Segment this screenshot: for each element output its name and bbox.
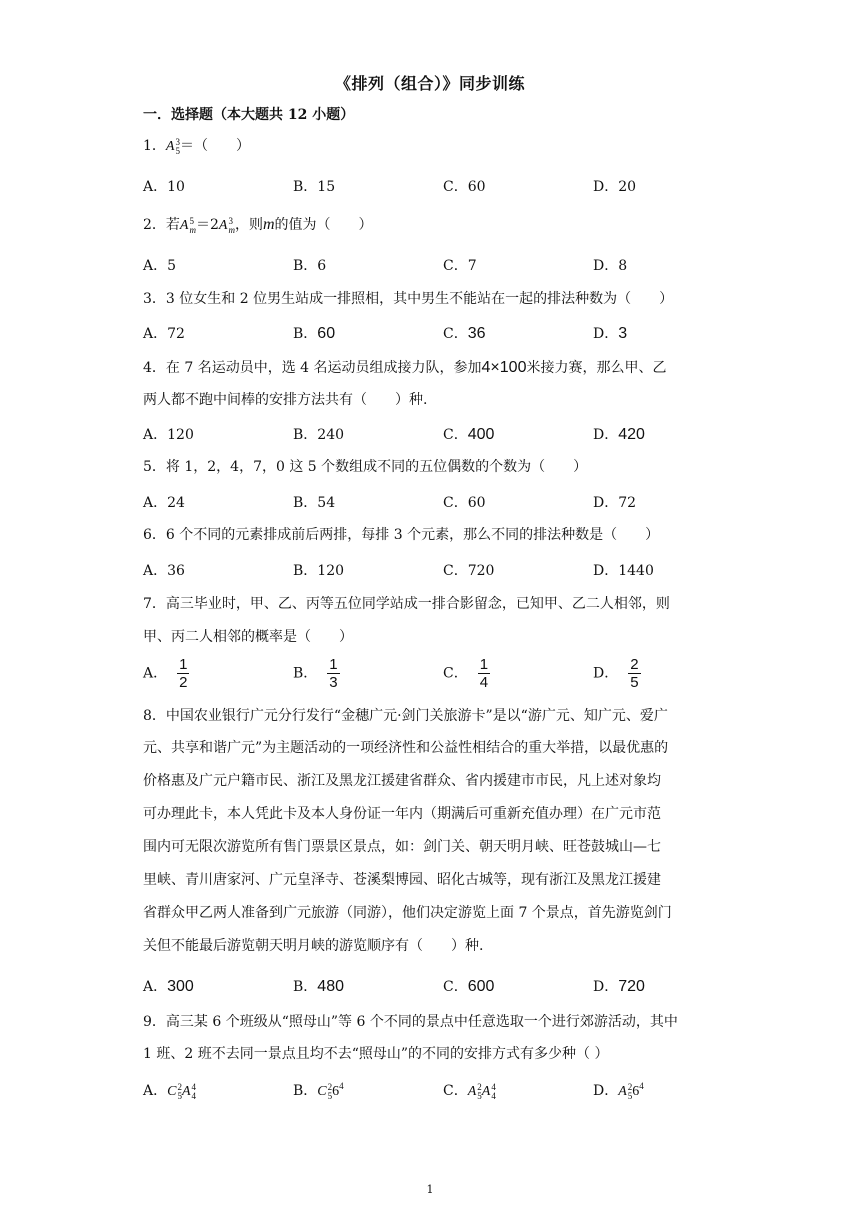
fraction (177, 656, 189, 691)
math-expression: 4×100 (481, 359, 527, 376)
question-3-options (143, 323, 743, 345)
option-c[interactable] (443, 1080, 496, 1101)
permutation-symbol: A 3 5 (165, 136, 180, 156)
math-expression: A 2 5 A 4 4 (467, 1081, 496, 1101)
option-value: 420 (618, 426, 645, 443)
option-label: B． (293, 427, 318, 443)
option-d[interactable]: D．8 (593, 258, 628, 274)
question-7-line-2: 甲、丙二人相邻的概率是（ ） (143, 629, 353, 645)
question-8-options (143, 976, 743, 998)
option-a[interactable]: A．36 (143, 563, 185, 579)
fraction (628, 656, 640, 691)
option-d[interactable]: D．20 (593, 179, 637, 195)
option-label: A． (143, 1083, 168, 1099)
question-2 (143, 215, 373, 236)
question-8-line-1: 8．中国农业银行广元分行发行“金穗广元·剑门关旅游卡”是以“游广元、知广元、爱广 (143, 708, 668, 724)
section-heading: 一．选择题（本大题共 12 小题） (143, 107, 355, 123)
variable-m: m (262, 216, 275, 233)
option-c[interactable]: C．60 (443, 179, 486, 195)
option-label: B． (293, 665, 318, 682)
option-value: 72 (167, 326, 185, 342)
option-value: 720 (618, 978, 645, 995)
question-8-line-7: 省群众甲乙两人准备到广元旅游（同游），他们决定游览上面 7 个景点，首先游览剑门 (143, 905, 672, 921)
question-8-line-8: 关但不能最后游览朝天明月峡的游览顺序有（ ）种. (143, 938, 484, 954)
option-a[interactable]: A．24 (143, 495, 185, 511)
option-c[interactable]: C．60 (443, 495, 486, 511)
question-8-line-5: 围内可无限次游览所有售门票景区景点，如：剑门关、朝天明月峡、旺苍鼓城山—七 (143, 839, 661, 855)
option-c[interactable]: C．7 (443, 258, 477, 274)
option-label: A． (143, 665, 168, 682)
option-a[interactable]: A．5 (143, 258, 177, 274)
question-9-line-1: 9．高三某 6 个班级从“照母山”等 6 个不同的景点中任意选取一个进行郊游活动，其中 (143, 1014, 678, 1030)
option-label: D． (593, 979, 619, 995)
question-7-options (143, 656, 743, 700)
option-label: C． (443, 326, 468, 342)
numerator: 1 (179, 656, 188, 673)
option-c[interactable] (443, 424, 494, 444)
option-label: C． (443, 979, 468, 995)
option-value: 36 (467, 325, 486, 342)
option-label: C． (443, 427, 468, 443)
option-c[interactable] (443, 656, 490, 691)
option-d[interactable] (593, 976, 645, 996)
option-label: A． (143, 326, 168, 342)
question-2-tail: 的值为（ ） (274, 217, 373, 233)
option-label: B． (293, 1083, 318, 1099)
option-a[interactable] (143, 656, 189, 691)
question-8-line-3: 价格惠及广元户籍市民、浙江及黑龙江援建省群众、省内援建市市民，凡上述对象均 (143, 773, 661, 789)
question-2-comma: ，则 (234, 217, 263, 233)
option-c[interactable]: C．720 (443, 563, 495, 579)
question-4-options (143, 424, 743, 446)
option-b[interactable]: B．15 (293, 179, 336, 195)
question-2-options (143, 255, 743, 277)
option-value: 60 (317, 325, 336, 342)
option-label: D． (593, 427, 619, 443)
denominator: 2 (179, 674, 188, 691)
question-6-options (143, 560, 743, 582)
option-value: 120 (167, 427, 194, 443)
option-b[interactable]: B．6 (293, 258, 327, 274)
option-value: 400 (467, 426, 495, 443)
option-d[interactable] (593, 656, 641, 691)
math-expression: C 2 5 $6^4$ (317, 1081, 344, 1101)
option-a[interactable] (143, 1080, 196, 1101)
option-d[interactable]: D．72 (593, 495, 637, 511)
option-b[interactable] (293, 976, 344, 996)
question-2-prefix: 2．若 (143, 217, 180, 233)
option-value: 300 (167, 978, 194, 995)
option-value: 480 (317, 978, 344, 995)
numerator: 1 (329, 656, 338, 673)
math-expression: C 2 5 A 4 4 (167, 1081, 197, 1101)
option-b[interactable] (293, 1080, 344, 1101)
question-5-options (143, 492, 743, 514)
option-c[interactable] (443, 976, 494, 996)
option-c[interactable] (443, 323, 486, 343)
option-label: D． (593, 1083, 619, 1099)
denominator: 5 (630, 674, 639, 691)
permutation-symbol: A 3 m (218, 215, 235, 235)
question-8-line-2: 元、共享和谐广元”为主题活动的一项经济性和公益性相结合的重大举措，以最优惠的 (143, 740, 669, 756)
option-a[interactable] (143, 424, 194, 444)
option-label: B． (293, 326, 318, 342)
option-label: A． (143, 427, 168, 443)
option-value: 3 (618, 325, 628, 342)
option-value: 600 (467, 978, 495, 995)
option-d[interactable] (593, 323, 627, 343)
question-4-text-a: 4．在 7 名运动员中，选 4 名运动员组成接力队，参加 (143, 360, 482, 376)
question-4-text-b: 米接力赛，那么甲、乙 (526, 360, 667, 376)
option-b[interactable]: B．54 (293, 495, 336, 511)
option-d[interactable]: D．1440 (593, 563, 654, 579)
option-b[interactable] (293, 656, 340, 691)
question-4-line-1 (143, 358, 666, 378)
option-value: 240 (317, 427, 345, 443)
question-8-line-6: 里峡、青川唐家河、广元皇泽寺、苍溪梨博园、昭化古城等，现有浙江及黑龙江援建 (143, 872, 661, 888)
question-7-line-1: 7．高三毕业时，甲、乙、丙等五位同学站成一排合影留念，已知甲、乙二人相邻，则 (143, 596, 670, 612)
option-label: D． (593, 326, 619, 342)
option-label: D． (593, 665, 619, 682)
option-b[interactable] (293, 424, 344, 444)
question-5: 5．将 1，2，4，7，0 这 5 个数组成不同的五位偶数的个数为（ ） (143, 459, 588, 475)
permutation-symbol: A 5 m (179, 215, 196, 235)
page-number: 1 (426, 1183, 434, 1196)
question-4-line-2: 两人都不跑中间棒的安排方法共有（ ）种. (143, 392, 428, 408)
document-title: 《排列（组合）》同步训练 (334, 74, 525, 93)
question-9-line-2: 1 班、2 班不去同一景点且均不去“照母山”的不同的安排方式有多少种（ ） (143, 1046, 609, 1062)
option-a[interactable]: A．10 (143, 179, 185, 195)
fraction (478, 656, 490, 691)
option-d[interactable] (593, 424, 645, 444)
denominator: 4 (479, 674, 489, 691)
option-label: C． (443, 665, 468, 682)
question-8-line-4: 可办理此卡，本人凭此卡及本人身份证一年内（期满后可重新充值办理）在广元市范 (143, 806, 661, 822)
numerator: 2 (630, 656, 639, 673)
option-a[interactable] (143, 976, 194, 996)
question-1-prefix: 1． (143, 138, 166, 154)
question-1-options (143, 176, 743, 198)
option-a[interactable] (143, 323, 185, 343)
option-b[interactable] (293, 323, 335, 343)
question-1 (143, 136, 250, 157)
denominator: 3 (329, 674, 338, 691)
option-label: C． (443, 1083, 468, 1099)
question-1-suffix: ＝（ ） (179, 138, 250, 154)
numerator: 1 (479, 656, 489, 673)
question-6: 6．6 个不同的元素排成前后两排，每排 3 个元素，那么不同的排法种数是（ ） (143, 527, 660, 543)
option-d[interactable] (593, 1080, 644, 1101)
fraction (327, 656, 339, 691)
option-label: B． (293, 979, 318, 995)
question-9-options (143, 1080, 743, 1102)
option-label: A． (143, 979, 168, 995)
math-expression: A 2 5 $6^4$ (618, 1081, 644, 1101)
option-b[interactable]: B．120 (293, 563, 345, 579)
question-3: 3．3 位女生和 2 位男生站成一排照相，其中男生不能站在一起的排法种数为（ ） (143, 291, 674, 307)
question-2-mid: ＝2 (195, 217, 219, 233)
